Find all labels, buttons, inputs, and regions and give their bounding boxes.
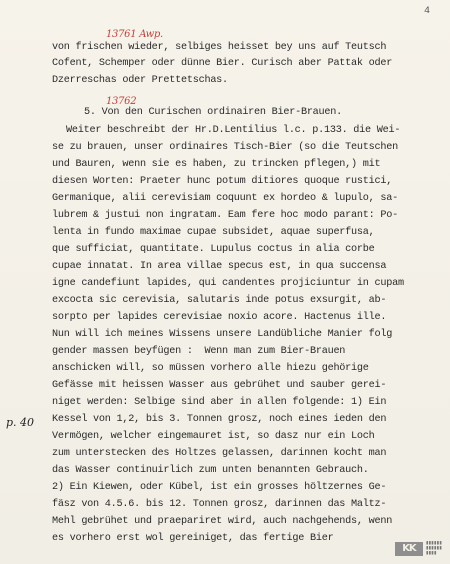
text-line: zum unterstecken des Holtzes gelassen, darinnen kocht man (52, 448, 387, 459)
text-line: es vorhero erst wol gereiniget, das fertige Bier (52, 533, 334, 544)
text-line: Nun will ich meines Wissens unsere Landübliche Manier folg (52, 329, 393, 340)
handwritten-note-top: 13761 Awp. (106, 29, 163, 40)
text-line: lubrem & justui non ingratam. Eam fere hoc modo parant: Po- (52, 210, 398, 221)
text-line: 2) Ein Kiewen, oder Kübel, ist ein grosses höltzernes Ge- (52, 482, 387, 493)
archive-logo-text: ▮▮▮▮▮▮ ▮▮▮▮▮▮ ▮▮▮▮ (425, 541, 442, 556)
text-line: Cofent, Schemper oder dünne Bier. Curisch aber Pattak oder (52, 58, 393, 69)
text-line: Vermögen, welcher eingemauret ist, so dasz nur ein Loch (52, 431, 375, 442)
text-line: Dzerreschas oder Prettetschas. (52, 75, 228, 86)
text-line: lenta in fundo maximae cupae subsidet, aquae superfusa, (52, 227, 375, 238)
text-line: Gefässe mit heissen Wasser aus gebrühet und sauber gerei- (52, 380, 387, 391)
text-line: von frischen wieder, selbiges heisset bey uns auf Teutsch (52, 42, 387, 53)
text-line: cupae innatat. In area villae specus est, in qua succensa (52, 261, 387, 272)
handwritten-note-section: 13762 (106, 96, 137, 107)
text-line: und Bauren, wenn sie es haben, zu trincken pflegen,) mit (52, 159, 381, 170)
archive-logo (395, 541, 442, 556)
text-line: niget werden: Selbige sind aber in allen folgende: 1) Ein (52, 397, 387, 408)
text-line: anschicken will, so müssen vorhero alle hiezu gehörige (52, 363, 369, 374)
text-line: fäsz von 4.5.6. bis 12. Tonnen grosz, darinnen das Maltz- (52, 499, 387, 510)
page-number: 4 (423, 6, 430, 17)
text-line: das Wasser continuirlich zum unten benannten Gebrauch. (52, 465, 369, 476)
text-line: igne candefiunt lapides, qui candentes projiciuntur in cupam (52, 278, 404, 289)
archive-logo-icon: KK (395, 542, 423, 556)
text-line: gender massen beyfügen : Wenn man zum Bier-Brauen (52, 346, 346, 357)
text-line: Kessel von 1,2, bis 3. Tonnen grosz, noch eines ieden den (52, 414, 387, 425)
text-line: Weiter beschreibt der Hr.D.Lentilius l.c. p.133. die Wei- (66, 125, 401, 136)
text-line: sorpto per lapides cerevisiae noxio acore. Hactenus ille. (52, 312, 387, 323)
text-line: 5. Von den Curischen ordinairen Bier-Brauen. (84, 107, 342, 118)
margin-note: p. 40 (6, 416, 35, 429)
text-line: diesen Worten: Praeter hunc potum ditiores quoque rustici, (52, 176, 393, 187)
text-line: excocta sic cerevisia, salutaris inde potus exsurgit, ab- (52, 295, 387, 306)
text-line: que sufficiat, quantitate. Lupulus coctus in alia corbe (52, 244, 375, 255)
text-line: Mehl gebrühet und praepariret wird, auch nachgehends, wenn (52, 516, 393, 527)
text-line: Germanique, alii cerevisiam coquunt ex hordeo & lupulo, sa- (52, 193, 398, 204)
text-line: se zu brauen, unser ordinaires Tisch-Bier (so die Teutschen (52, 142, 398, 153)
